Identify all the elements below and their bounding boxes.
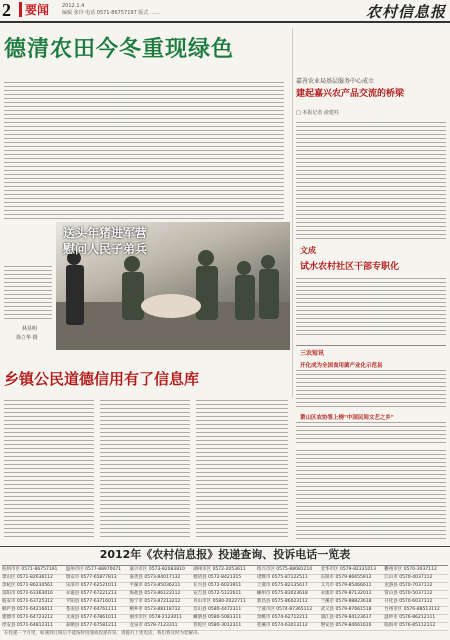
page-number: 2	[2, 0, 11, 20]
main-headline: 德清农田今冬重现绿色	[4, 37, 235, 62]
brief-2-text	[296, 422, 446, 444]
directory-cell: 桐乡市 0573-88118712	[129, 607, 181, 612]
directory-cell: 磐安县 0579-84661616	[320, 623, 372, 628]
story2-text-col3	[196, 400, 288, 540]
column-divider	[292, 28, 293, 398]
directory-table	[2, 565, 448, 630]
directory-cell: 诸暨市 0575-87122511	[256, 575, 308, 580]
story2-headline: 乡镇公民道德信用有了信息库	[4, 370, 200, 388]
directory-cell: 江山市 0570-4037112	[384, 575, 433, 580]
directory-cell: 龙游县 0570-7037112	[384, 583, 433, 588]
directory-cell: 余杭区 0571-86234561	[2, 583, 53, 588]
editor-meta: 编辑 张玲 电话 0571-86757197 版式 ……	[62, 10, 160, 16]
directory-cell: 台州市区 0576-88513112	[384, 607, 440, 612]
right-bottom-text	[296, 450, 446, 540]
directory-cell: 湖州市区 0572-2053611	[193, 567, 246, 572]
directory-cell: 富阳市 0571-63363016	[2, 591, 53, 596]
directory-cell: 义乌市 0579-85466611	[320, 583, 372, 588]
directory-cell: 海盐县 0573-86123112	[129, 591, 181, 596]
directory-cell: 临海市 0576-85112112	[384, 623, 436, 628]
brief-1-title: 开化成为全国食用菌产业化示范县	[300, 363, 383, 369]
directory-footnote: 在投递一个月里，如遇到订阅后不能按时投递或投递有误，请拨打上述电话，我们将及时为您解决。	[4, 631, 202, 636]
issue-date: 2012.1.4	[62, 3, 85, 9]
directory-cell: 兰溪市 0579-88823618	[320, 599, 372, 604]
directory-cell: 乐清市 0577-62521011	[65, 583, 117, 588]
photo-caption-text	[4, 266, 52, 321]
photo-caption-headline-2: 慰问人民子弟兵	[63, 242, 148, 256]
directory-cell: 慈溪市 0574-63013112	[256, 623, 308, 628]
directory-cell: 嘉兴市区 0573-82083810	[129, 567, 185, 572]
directory-title: 2012年《农村信息报》投递查询、投诉电话一览表	[99, 548, 351, 561]
directory-cell: 嘉善县 0573-84017132	[129, 575, 181, 580]
directory-cell: 开化县 0570-6037112	[384, 599, 433, 604]
directory-cell: 安吉县 0572-5122611	[193, 591, 242, 596]
directory-cell: 绍兴市区 0575-88081210	[256, 567, 313, 572]
directory-cell: 宁波市区 0574-87365112	[256, 607, 313, 612]
directory-cell: 衢州市区 0570-3037112	[384, 567, 437, 572]
directory-cell: 文成县 0577-67861011	[65, 615, 117, 620]
directory-cell: 龙泉市 0578-7123311	[129, 623, 178, 628]
directory-cell: 萧山区 0571-82636112	[2, 575, 53, 580]
section-bar	[19, 2, 22, 17]
directory-cell: 上虞市 0575-82135617	[256, 583, 308, 588]
directory-cell: 温岭市 0576-86212111	[384, 615, 436, 620]
directory-cell: 普陀区 0580-3012311	[193, 623, 242, 628]
directory-cell: 苍南县 0577-64761111	[65, 607, 117, 612]
directory-cell: 岱山县 0580-4472311	[193, 607, 242, 612]
directory-cell: 温州市区 0577-88970071	[65, 567, 122, 572]
directory-cell: 永嘉县 0577-67221213	[65, 591, 117, 596]
briefs-header: 三农短讯	[300, 350, 325, 357]
directory-cell: 建德市 0571-64723212	[2, 615, 53, 620]
header-rule	[0, 21, 450, 23]
brief-1-text	[296, 370, 446, 410]
masthead: 农村信息报	[365, 3, 446, 21]
directory-cell: 永康市 0579-87132011	[320, 591, 372, 596]
directory-cell: 平阳县 0577-63716011	[65, 599, 117, 604]
right-intro: 嘉善农业局基层服务中心成立	[296, 78, 375, 85]
story2-text-col2	[100, 400, 190, 540]
right-article-text	[296, 122, 446, 242]
brief-2-title: 萧山区农协签上榜"中国民间文艺之乡"	[300, 415, 394, 421]
article-text-left	[4, 82, 284, 219]
directory-cell: 武义县 0579-87661518	[320, 607, 372, 612]
directory-cell: 长兴县 0572-6023911	[193, 583, 242, 588]
directory-cell: 嵊州市 0575-83023618	[256, 591, 308, 596]
right-author: □ 本报记者 俞建柱	[296, 110, 339, 116]
directory-cell: 浦江县 0579-84123617	[320, 615, 372, 620]
directory-cell: 丽水市区 0578-2123011	[129, 615, 182, 620]
directory-cell: 德清县 0572-8421315	[193, 575, 242, 580]
directory-title-rule	[0, 546, 450, 547]
directory-cell: 金华市区 0579-82331013	[320, 567, 376, 572]
directory-cell: 余姚市 0574-62712211	[256, 615, 308, 620]
directory-cell: 瑞安市 0577-65877813	[65, 575, 117, 580]
directory-cell: 桐庐县 0571-64216611	[2, 607, 53, 612]
directory-cell: 淳安县 0571-64812311	[2, 623, 53, 628]
culture-title-b: 试水农村社区干部专职化	[300, 262, 400, 272]
directory-cell: 嵊泗县 0580-5081311	[193, 615, 242, 620]
directory-cell: 东阳市 0579-86655912	[320, 575, 372, 580]
directory-cell: 平湖市 0573-85036211	[129, 583, 181, 588]
section-title: 要闻	[25, 3, 50, 17]
directory-cell: 新昌县 0575-86023112	[256, 599, 308, 604]
photo-caption-headline-1: 送头年猪进军营	[63, 226, 148, 240]
directory-cell: 舟山市区 0580-2022711	[193, 599, 246, 604]
photo-author-1: 林显明	[22, 326, 38, 332]
directory-cell: 泰顺县 0577-67581211	[65, 623, 117, 628]
culture-article-text	[296, 278, 446, 338]
right-headline: 建起嘉兴农产品交流的桥梁	[296, 89, 405, 99]
culture-title-a: 文成	[300, 246, 316, 255]
directory-cell: 临安市 0571-63725312	[2, 599, 53, 604]
briefs-header-bar	[296, 345, 446, 346]
directory-cell: 海宁市 0573-87213212	[129, 599, 181, 604]
photo-author-2: 徐立华 摄	[16, 335, 38, 341]
story2-text-col1	[4, 400, 94, 540]
directory-cell: 常山县 0570-5037112	[384, 591, 433, 596]
directory-cell: 杭州市区 0571-86757191	[2, 567, 58, 572]
